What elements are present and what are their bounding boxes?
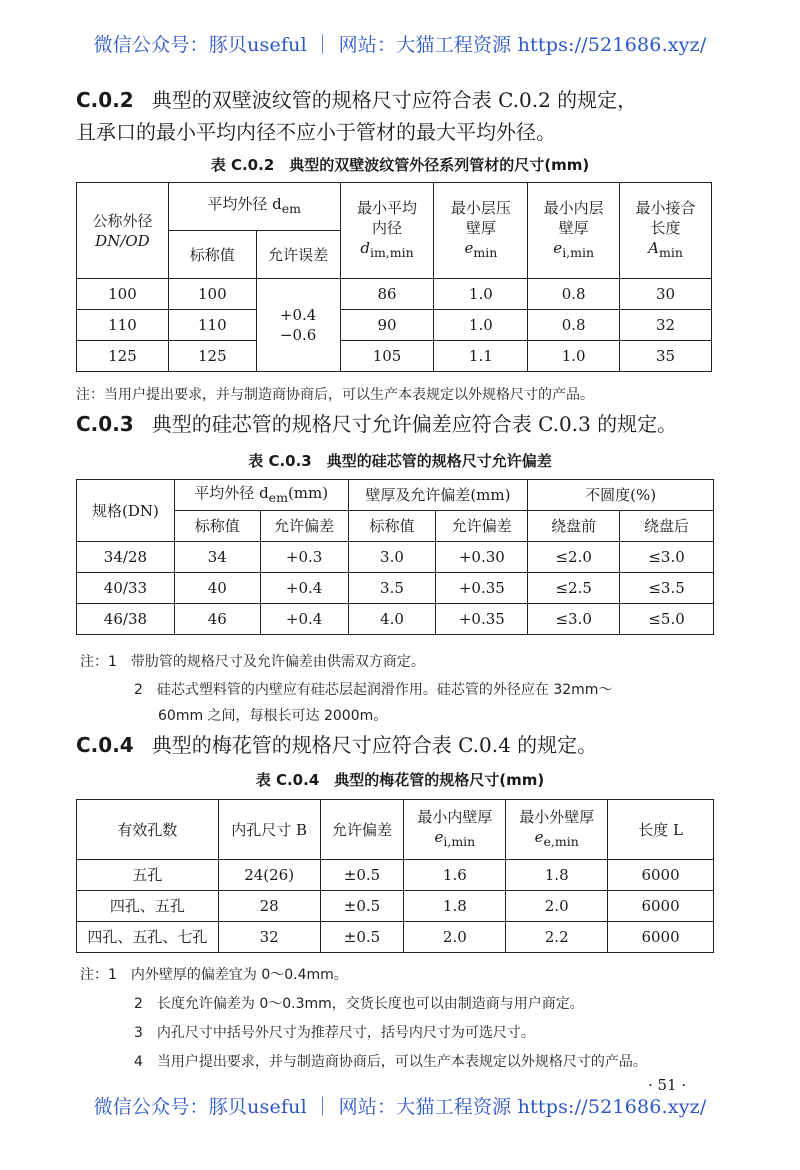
table-cell: 40/33 bbox=[77, 573, 175, 604]
header-amin: 最小接合 长度 $A_{min}$ bbox=[620, 183, 712, 279]
table-cell: 四孔、五孔 bbox=[77, 891, 219, 922]
table-c04 bbox=[76, 799, 714, 953]
table-c04-note-2: 2 长度允许偏差为 0～0.3mm，交货长度也可以由制造商与用户商定。 bbox=[134, 996, 584, 1012]
table-cell: 90 bbox=[340, 310, 434, 341]
table-cell: 4.0 bbox=[348, 604, 436, 635]
table-cell: +0.35 bbox=[436, 604, 528, 635]
table-cell: ±0.5 bbox=[320, 891, 404, 922]
table-cell: 1.0 bbox=[434, 279, 528, 310]
section-number: C.0.2 bbox=[76, 88, 134, 112]
table-row bbox=[77, 341, 712, 372]
table-cell: 105 bbox=[340, 341, 434, 372]
tolerance-cell: +0.4 −0.6 bbox=[256, 279, 340, 372]
section-c02-heading bbox=[76, 84, 637, 116]
section-text: 典型的硅芯管的规格尺寸允许偏差应符合表 C.0.3 的规定。 bbox=[151, 412, 678, 436]
table-cell: 100 bbox=[168, 279, 256, 310]
table-cell: 110 bbox=[168, 310, 256, 341]
table-cell: 34 bbox=[174, 542, 260, 573]
table-row bbox=[77, 922, 714, 953]
header-dim: 最小平均 内径 $d_{im,min}$ bbox=[340, 183, 434, 279]
header-tolerance: 允许偏差 bbox=[320, 800, 404, 860]
table-cell: 3.5 bbox=[348, 573, 436, 604]
table-cell: 40 bbox=[174, 573, 260, 604]
table-cell: 6000 bbox=[608, 922, 714, 953]
header-dn: 公称外径 DN/OD bbox=[77, 183, 169, 279]
table-c03-note-2: 2 硅芯式塑料管的内壁应有硅芯层起润滑作用。硅芯管的外径应在 32mm～ bbox=[134, 682, 613, 698]
table-cell: 1.1 bbox=[434, 341, 528, 372]
table-c04-note-3: 3 内孔尺寸中括号外尺寸为推荐尺寸，括号内尺寸为可选尺寸。 bbox=[134, 1025, 535, 1041]
section-c03-heading bbox=[76, 408, 677, 440]
table-cell: ≤3.0 bbox=[528, 604, 620, 635]
table-c02-note: 注：当用户提出要求，并与制造商协商后，可以生产本表规定以外规格尺寸的产品。 bbox=[76, 387, 594, 403]
table-row bbox=[77, 604, 714, 635]
table-cell: +0.35 bbox=[436, 573, 528, 604]
table-c03-note-1: 注：1 带肋管的规格尺寸及允许偏差由供需双方商定。 bbox=[80, 654, 425, 670]
header-od: 平均外径 $d_{em}(mm)$ bbox=[174, 480, 348, 511]
header-roundness: 不圆度(%) bbox=[528, 480, 714, 511]
table-cell: 0.8 bbox=[528, 279, 620, 310]
table-cell: ≤3.0 bbox=[620, 542, 714, 573]
table-cell: 110 bbox=[77, 310, 169, 341]
table-cell: 允许偏差 bbox=[260, 511, 348, 542]
table-cell: 标称值 bbox=[348, 511, 436, 542]
table-cell: 46/38 bbox=[77, 604, 175, 635]
table-cell: 34/28 bbox=[77, 542, 175, 573]
table-c03 bbox=[76, 479, 714, 635]
header-emin: 最小层压 壁厚 $e_{min}$ bbox=[434, 183, 528, 279]
table-cell: +0.4 bbox=[260, 573, 348, 604]
table-cell: 1.0 bbox=[528, 341, 620, 372]
section-text: 典型的梅花管的规格尺寸应符合表 C.0.4 的规定。 bbox=[151, 733, 598, 757]
table-cell: 30 bbox=[620, 279, 712, 310]
table-cell: ≤5.0 bbox=[620, 604, 714, 635]
table-cell: 100 bbox=[77, 279, 169, 310]
table-cell: ≤3.5 bbox=[620, 573, 714, 604]
table-cell: +0.3 bbox=[260, 542, 348, 573]
table-c02 bbox=[76, 182, 712, 372]
section-number: C.0.3 bbox=[76, 412, 134, 436]
table-cell: 125 bbox=[77, 341, 169, 372]
table-row bbox=[77, 310, 712, 341]
table-cell: ±0.5 bbox=[320, 922, 404, 953]
table-cell: 五孔 bbox=[77, 860, 219, 891]
table-cell: ≤2.5 bbox=[528, 573, 620, 604]
table-cell: ±0.5 bbox=[320, 860, 404, 891]
header-ee: 最小外壁厚 $e_{e,min}$ bbox=[506, 800, 608, 860]
table-cell: 32 bbox=[218, 922, 320, 953]
table-row bbox=[77, 860, 714, 891]
table-cell: 标称值 bbox=[174, 511, 260, 542]
table-c02-caption: 表 C.0.2 典型的双壁波纹管外径系列管材的尺寸(mm) bbox=[210, 156, 590, 174]
table-c03-caption: 表 C.0.3 典型的硅芯管的规格尺寸允许偏差 bbox=[248, 452, 552, 470]
section-c02-text-line2: 且承口的最小平均内径不应小于管材的最大平均外径。 bbox=[76, 120, 556, 144]
table-cell: 允许偏差 bbox=[436, 511, 528, 542]
table-cell: 1.0 bbox=[434, 310, 528, 341]
header-length: 长度 L bbox=[608, 800, 714, 860]
table-row bbox=[77, 279, 712, 310]
table-cell: 2.0 bbox=[404, 922, 506, 953]
table-cell: ≤2.0 bbox=[528, 542, 620, 573]
section-text: 典型的双壁波纹管的规格尺寸应符合表 C.0.2 的规定， bbox=[151, 88, 638, 112]
table-c04-note-4: 4 当用户提出要求，并与制造商协商后，可以生产本表规定以外规格尺寸的产品。 bbox=[134, 1054, 647, 1070]
table-cell: 86 bbox=[340, 279, 434, 310]
table-cell: 四孔、五孔、七孔 bbox=[77, 922, 219, 953]
table-row bbox=[77, 573, 714, 604]
table-cell: 24(26) bbox=[218, 860, 320, 891]
table-cell: +0.30 bbox=[436, 542, 528, 573]
section-c04-heading bbox=[76, 729, 597, 761]
table-cell: 6000 bbox=[608, 860, 714, 891]
table-c04-caption: 表 C.0.4 典型的梅花管的规格尺寸(mm) bbox=[255, 771, 545, 789]
table-cell: 0.8 bbox=[528, 310, 620, 341]
table-cell: 6000 bbox=[608, 891, 714, 922]
watermark-top: 微信公众号：豚贝useful ｜ 网站：大猫工程资源 https://521686.xyz/ bbox=[93, 34, 707, 56]
table-cell: 1.8 bbox=[404, 891, 506, 922]
table-cell: 35 bbox=[620, 341, 712, 372]
table-cell: 32 bbox=[620, 310, 712, 341]
table-cell: 2.0 bbox=[506, 891, 608, 922]
header-spec: 规格(DN) bbox=[77, 480, 175, 542]
table-c04-note-1: 注：1 内外壁厚的偏差宜为 0～0.4mm。 bbox=[80, 967, 348, 983]
header-wall: 壁厚及允许偏差(mm) bbox=[348, 480, 528, 511]
header-nominal: 标称值 bbox=[168, 231, 256, 279]
table-cell: +0.4 bbox=[260, 604, 348, 635]
header-ei: 最小内层 壁厚 $e_{i,min}$ bbox=[528, 183, 620, 279]
table-cell: 3.0 bbox=[348, 542, 436, 573]
table-cell: 2.2 bbox=[506, 922, 608, 953]
header-inner-b: 内孔尺寸 B bbox=[218, 800, 320, 860]
table-cell: 1.6 bbox=[404, 860, 506, 891]
section-number: C.0.4 bbox=[76, 733, 134, 757]
table-cell: 46 bbox=[174, 604, 260, 635]
table-c03-note-2-cont: 60mm 之间，每根长可达 2000m。 bbox=[158, 708, 388, 724]
table-cell: 1.8 bbox=[506, 860, 608, 891]
table-cell: 绕盘后 bbox=[620, 511, 714, 542]
header-dem: 平均外径 $d_{em}$ bbox=[168, 183, 340, 231]
table-cell: 28 bbox=[218, 891, 320, 922]
table-cell: 125 bbox=[168, 341, 256, 372]
page-number: · 51 · bbox=[648, 1076, 687, 1094]
watermark-bottom: 微信公众号：豚贝useful ｜ 网站：大猫工程资源 https://521686.xyz/ bbox=[93, 1096, 707, 1118]
table-cell: 绕盘前 bbox=[528, 511, 620, 542]
header-ei: 最小内壁厚 $e_{i,min}$ bbox=[404, 800, 506, 860]
table-row bbox=[77, 891, 714, 922]
header-holes: 有效孔数 bbox=[77, 800, 219, 860]
table-row bbox=[77, 542, 714, 573]
header-tolerance: 允许误差 bbox=[256, 231, 340, 279]
